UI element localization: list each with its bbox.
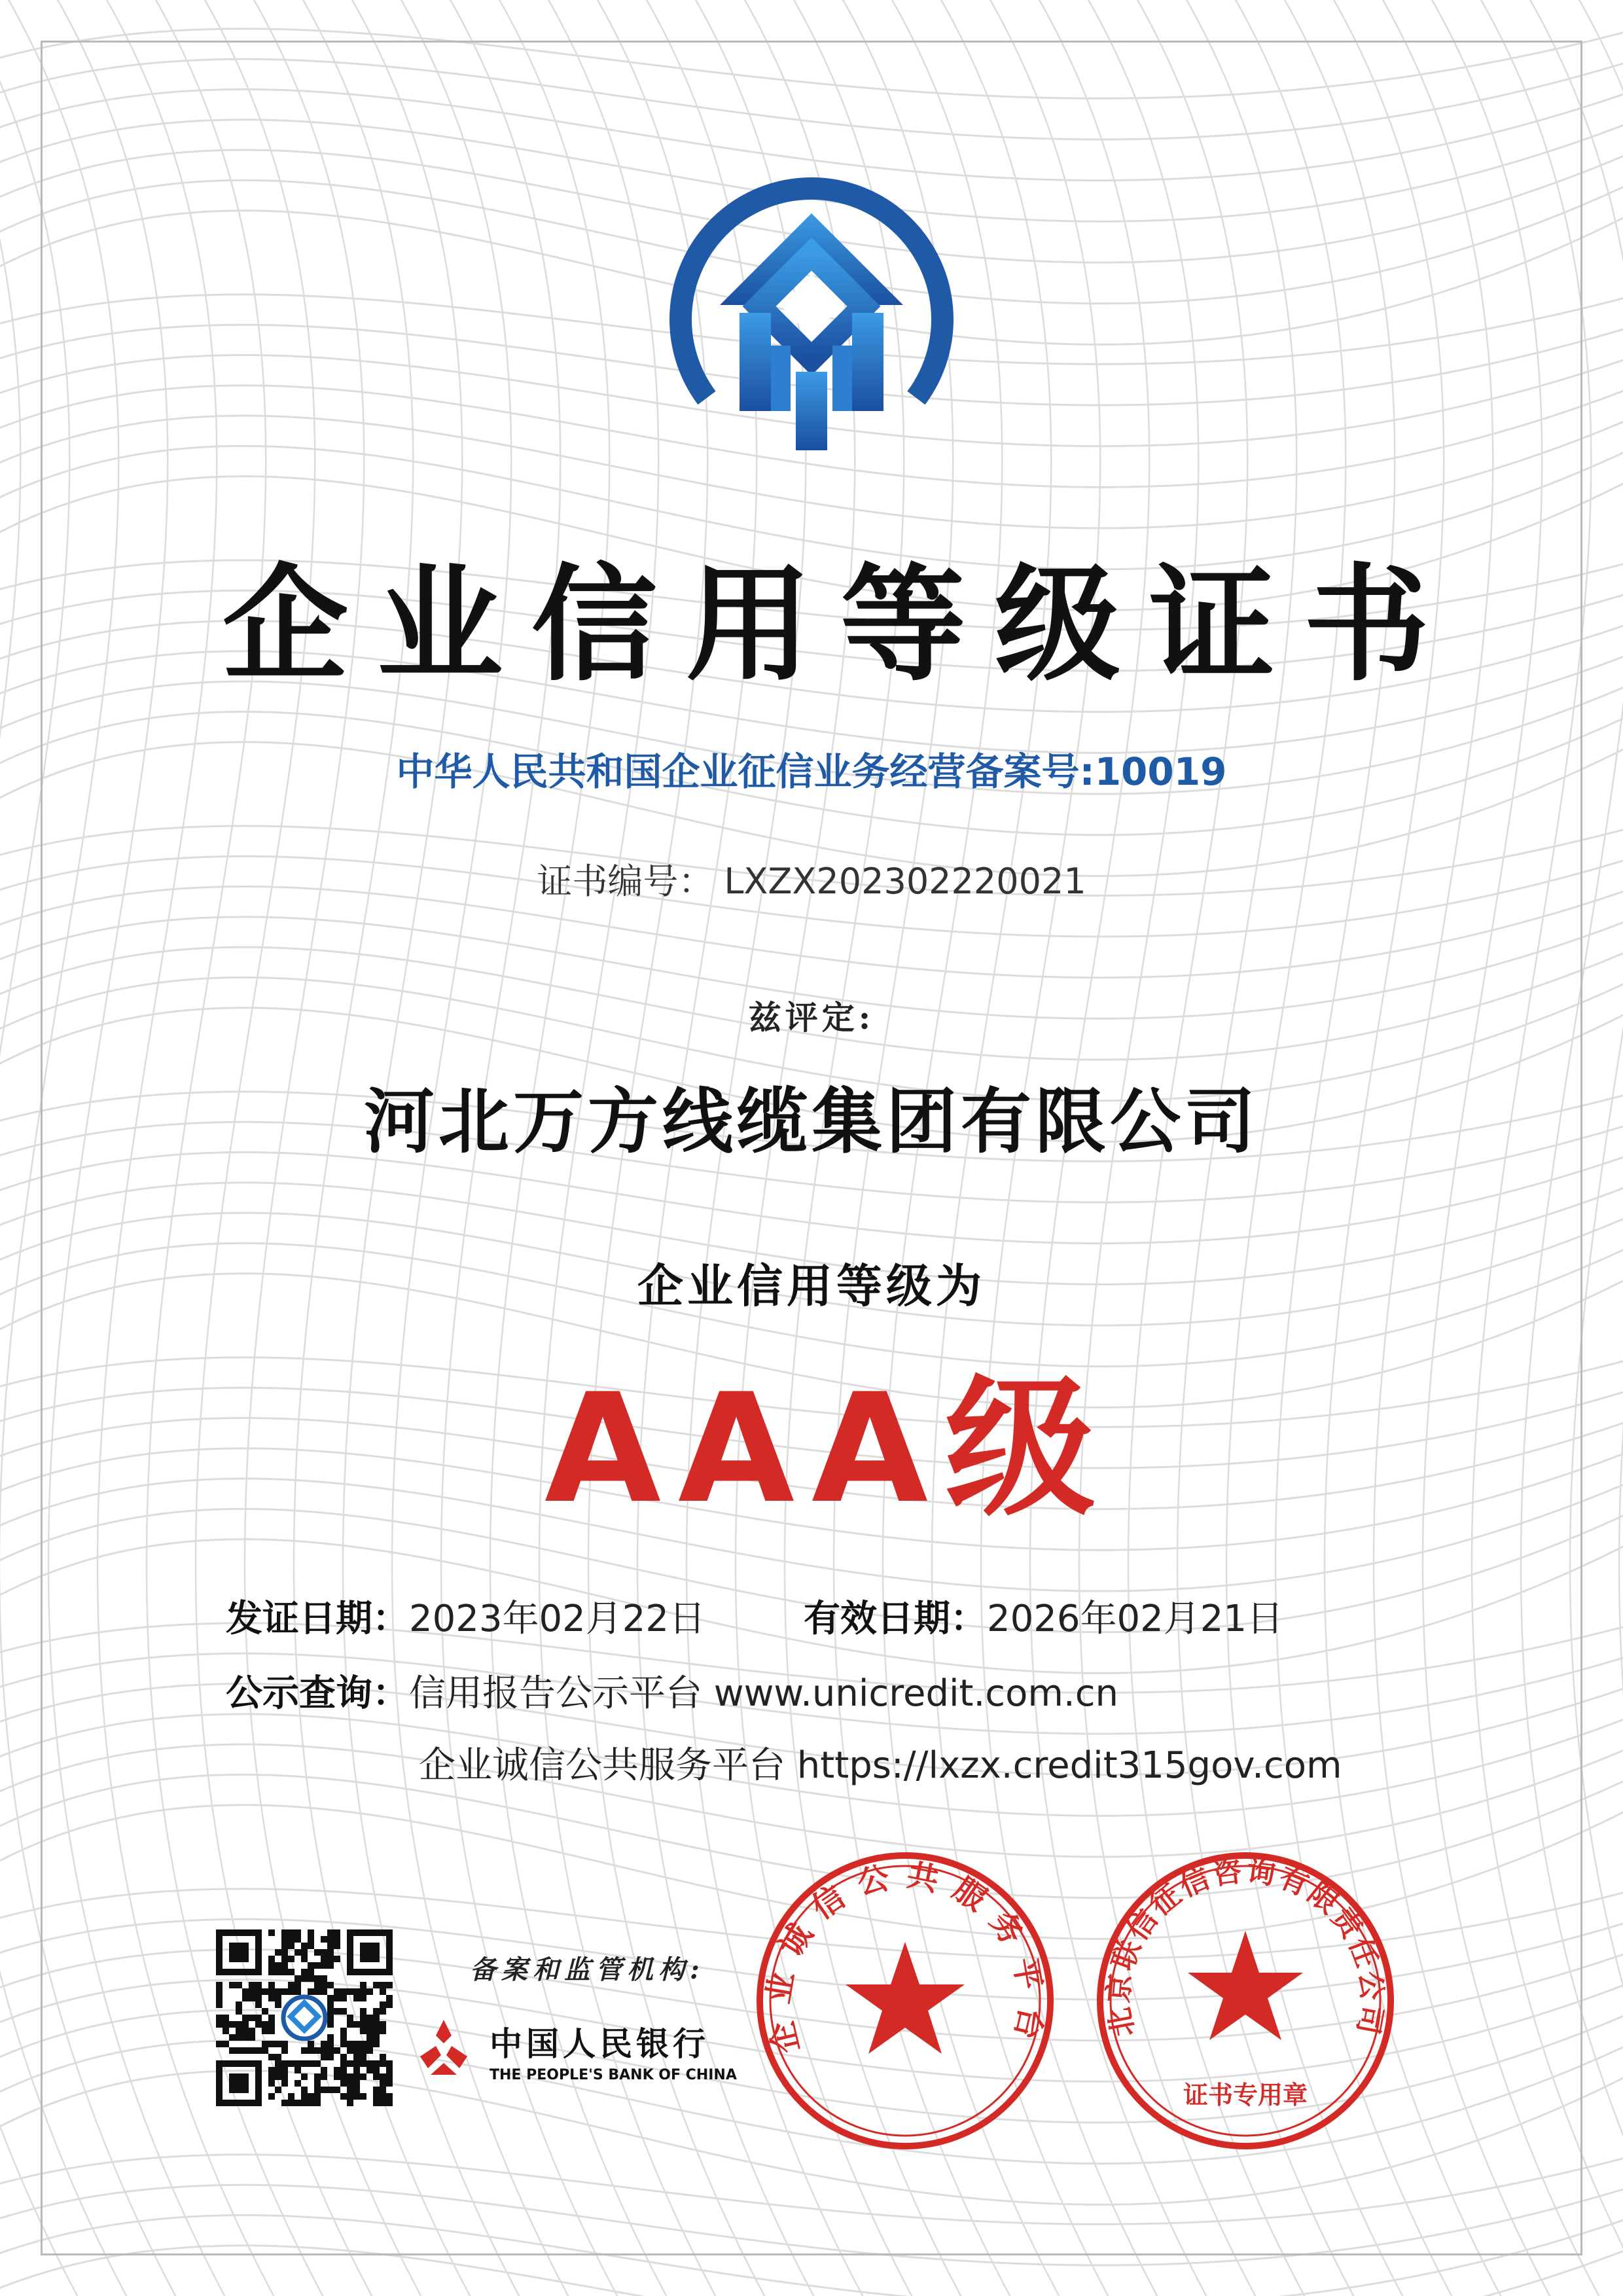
bank-name-en: THE PEOPLE'S BANK OF CHINA [490, 2067, 737, 2083]
public-query-site-1: 信用报告公示平台 www.unicredit.com.cn [409, 1672, 1118, 1715]
credit-grade: AAA级 [544, 1362, 1113, 1537]
valid-date: 2026年02月21日 [987, 1598, 1284, 1640]
seal-star-icon [1188, 1931, 1303, 2040]
public-query-row [226, 1672, 1118, 1715]
issue-date-label: 发证日期： [226, 1598, 409, 1640]
certificate-number-line [0, 861, 1623, 902]
company-seal [1092, 1847, 1399, 2155]
certificate-number: LXZX202302220021 [724, 861, 1086, 902]
regulator-label: 备案和监管机构: [470, 1954, 705, 1985]
platform-seal [751, 1847, 1059, 2155]
valid-date-label: 有效日期： [804, 1598, 987, 1640]
public-query-site-2: 企业诚信公共服务平台 https://lxzx.credit315gov.com [419, 1744, 1342, 1787]
issue-date-row [226, 1598, 706, 1640]
pboc-emblem-icon [411, 2016, 476, 2081]
company-seal-text: 北京联信征信咨询有限责任公司 [1101, 1854, 1389, 2039]
issue-date: 2023年02月22日 [409, 1598, 706, 1640]
hereby-label: 兹评定: [748, 998, 875, 1037]
company-seal-footer: 证书专用章 [1183, 2080, 1308, 2109]
public-query-row-2 [419, 1744, 1342, 1787]
bank-name-cn: 中国人民银行 [490, 2024, 709, 2063]
certificate-number-label: 证书编号： [537, 861, 714, 902]
qr-code-icon [216, 1929, 393, 2106]
seal-star-icon [846, 1942, 965, 2054]
platform-seal-text: 企业诚信公共服务平台 [760, 1856, 1050, 2057]
rating-label: 企业信用等级为 [637, 1259, 986, 1313]
company-name: 河北万方线缆集团有限公司 [363, 1081, 1259, 1163]
registration-number: 中华人民共和国企业征信业务经营备案号:10019 [396, 749, 1227, 794]
public-query-label: 公示查询： [226, 1672, 409, 1715]
credit-union-logo-icon [668, 175, 955, 463]
valid-date-row [804, 1598, 1284, 1640]
certificate-title: 企业信用等级证书 [223, 552, 1458, 698]
